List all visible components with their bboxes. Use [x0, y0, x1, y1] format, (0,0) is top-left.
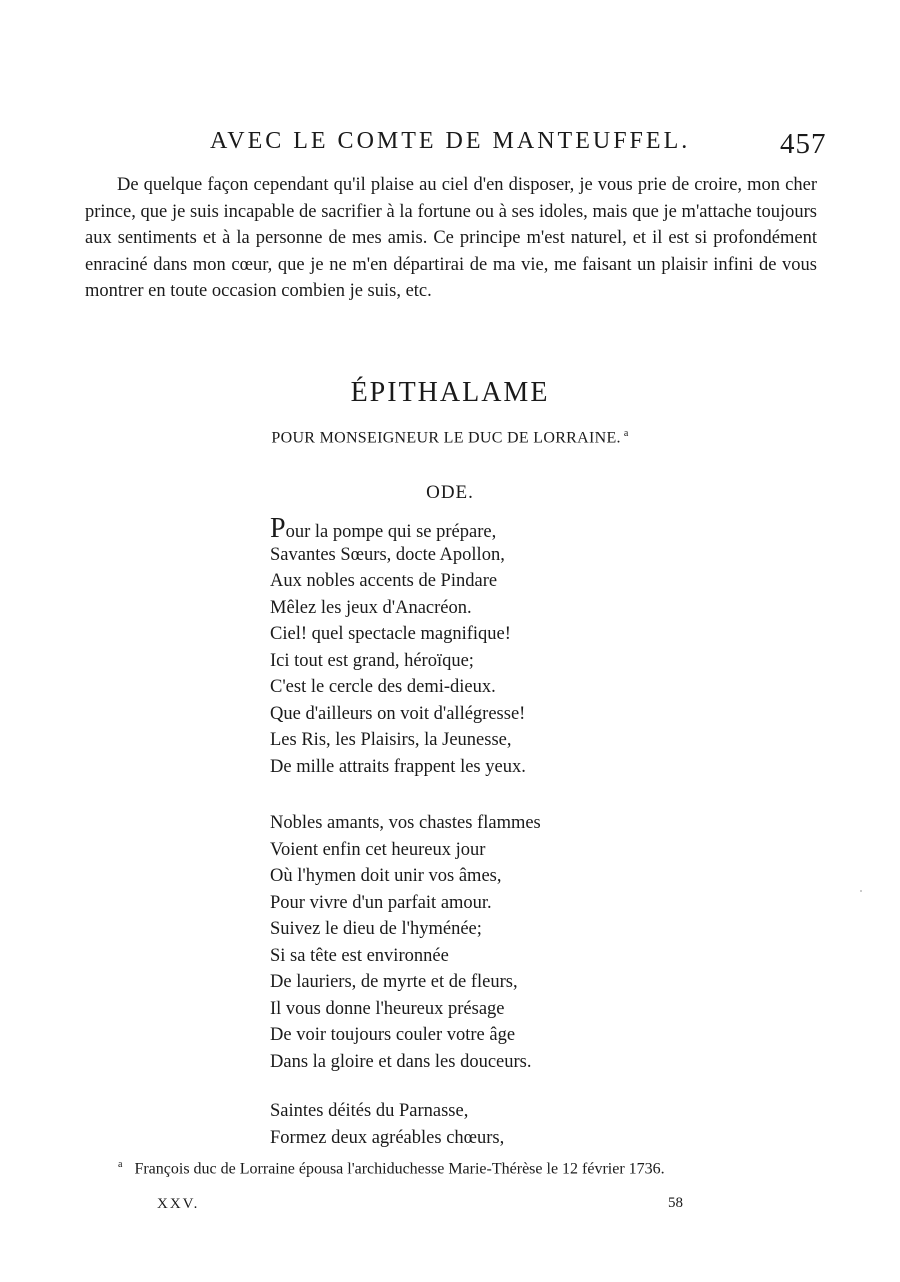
verse-line: Ici tout est grand, héroïque; — [270, 650, 474, 671]
verse-line: Ciel! quel spectacle magnifique! — [270, 624, 511, 644]
footnote — [118, 1159, 665, 1178]
verse-line: De mille attraits frappent les yeux. — [270, 756, 526, 777]
footnote-marker: a — [118, 1159, 123, 1170]
verse-line: Savantes Sœurs, docte Apollon, — [270, 544, 505, 565]
verse-line: Dans la gloire et dans les douceurs. — [270, 1051, 532, 1072]
stanza-3 — [270, 1098, 504, 1151]
volume-signature: XXV. — [157, 1196, 200, 1212]
verse-line: Nobles amants, vos chastes flammes — [270, 813, 541, 833]
drop-initial: P — [270, 513, 286, 544]
page-number: 457 — [780, 128, 827, 160]
stanza-2 — [270, 810, 541, 1075]
poem-dedication — [0, 428, 900, 447]
verse-line-text: our la pompe qui se prépare, — [285, 522, 497, 542]
verse-line: De voir toujours couler votre âge — [270, 1025, 516, 1045]
verse-line: Formez deux agréables chœurs, — [270, 1127, 505, 1148]
verse-line: Suivez le dieu de l'hyménée; — [270, 919, 482, 939]
verse-line — [270, 515, 526, 542]
footnote-reference-marker[interactable]: a — [623, 428, 629, 439]
poem-title: ÉPITHALAME — [350, 377, 550, 408]
sheet-signature: 58 — [668, 1195, 683, 1211]
verse-line: De lauriers, de myrte et de fleurs, — [270, 972, 518, 992]
verse-line: Voient enfin cet heureux jour — [270, 839, 486, 860]
ode-heading: ODE. — [426, 482, 474, 503]
letter-closing-paragraph: De quelque façon cependant qu'il plaise au ciel d'en disposer, je vous prie de croire, mon cher prince, que je suis incapable de sacrifier à la fortune ou à ses idoles, mais que je m'attache toujours aux sentiments et à la personne de mes amis. Ce principe m'est naturel, et il est si profondément enraciné dans mon cœur, que je ne m'en départirai de ma vie, me faisant un plaisir infini de vous montrer en toute occasion combien je suis, etc. — [85, 175, 817, 301]
dedication-text: POUR MONSEIGNEUR LE DUC DE LORRAINE. — [271, 429, 621, 447]
verse-line: Saintes déités du Parnasse, — [270, 1101, 469, 1121]
footnote-text: François duc de Lorraine épousa l'archiduchesse Marie-Thérèse le 12 février 1736. — [134, 1160, 665, 1178]
running-title: AVEC LE COMTE DE MANTEUFFEL. — [210, 128, 691, 154]
verse-line: Les Ris, les Plaisirs, la Jeunesse, — [270, 730, 512, 750]
verse-line: C'est le cercle des demi-dieux. — [270, 677, 496, 697]
verse-line: Que d'ailleurs on voit d'allégresse! — [270, 703, 526, 724]
verse-line: Pour vivre d'un parfait amour. — [270, 892, 492, 913]
stanza-1 — [270, 515, 526, 780]
verse-line: Aux nobles accents de Pindare — [270, 571, 498, 591]
verse-line: Il vous donne l'heureux présage — [270, 998, 505, 1019]
verse-line: Si sa tête est environnée — [270, 945, 449, 966]
paper-speck — [860, 890, 862, 892]
verse-line: Mêlez les jeux d'Anacréon. — [270, 597, 472, 618]
verse-line: Où l'hymen doit unir vos âmes, — [270, 866, 502, 886]
